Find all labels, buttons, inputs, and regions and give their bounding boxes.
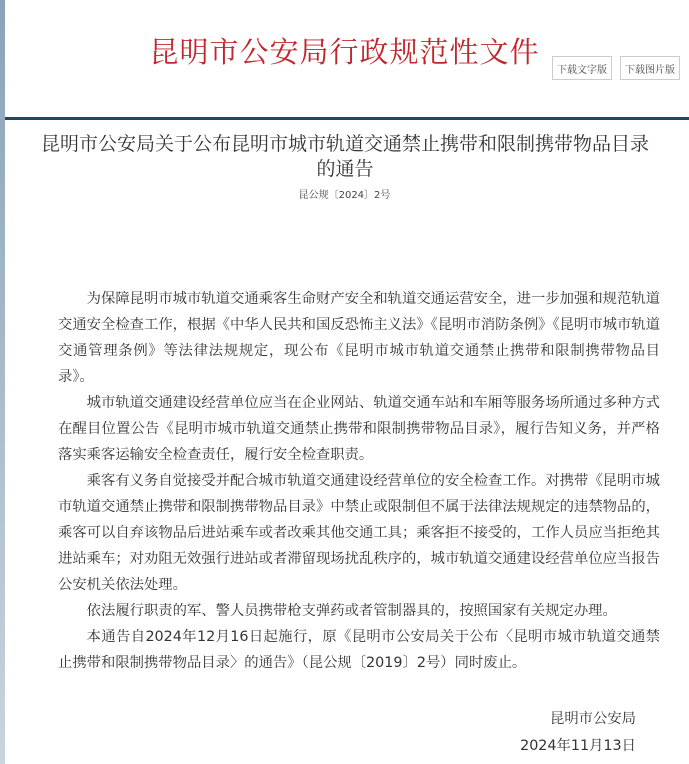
download-text-button[interactable]: 下载文字版 (552, 56, 612, 80)
paragraph: 为保障昆明市城市轨道交通乘客生命财产安全和轨道交通运营安全，进一步加强和规范轨道交通安全检查工作，根据《中华人民共和国反恐怖主义法》《昆明市消防条例》《昆明市城市轨道交通管理条例》等法律法规规定，现公布《昆明市城市轨道交通禁止携带和限制携带物品目录》。 (58, 291, 660, 385)
document-body (58, 286, 660, 676)
signature-block (520, 706, 636, 760)
site-title: 昆明市公安局行政规范性文件 (149, 35, 540, 69)
document-title: 昆明市公安局关于公布昆明市城市轨道交通禁止携带和限制携带物品目录的通告 (40, 133, 649, 180)
download-image-button[interactable]: 下载图片版 (620, 56, 680, 80)
issue-date: 2024年11月13日 (520, 738, 636, 754)
paragraph: 城市轨道交通建设经营单位应当在企业网站、轨道交通车站和车厢等服务场所通过多种方式在醒目位置公告《昆明市城市轨道交通禁止携带和限制携带物品目录》，履行告知义务，并严格落实乘客运输安全检查责任，履行安全检查职责。 (58, 395, 660, 463)
paragraph: 乘客有义务自觉接受并配合城市轨道交通建设经营单位的安全检查工作。对携带《昆明市城市轨道交通禁止携带和限制携带物品目录》中禁止或限制但不属于法律法规规定的违禁物品的，乘客可以自弃该物品后进站乘车或者改乘其他交通工具；乘客拒不接受的，工作人员应当拒绝其进站乘车；对劝阻无效强行进站或者滞留现场扰乱秩序的，城市轨道交通建设经营单位应当报告公安机关依法处理。 (58, 473, 660, 593)
document-number: 昆公规〔2024〕2号 (298, 190, 391, 201)
paragraph: 依法履行职责的军、警人员携带枪支弹药或者管制器具的，按照国家有关规定办理。 (86, 603, 617, 619)
paragraph: 本通告自2024年12月16日起施行，原《昆明市公安局关于公布〈昆明市城市轨道交通禁止携带和限制携带物品目录〉的通告》（昆公规〔2019〕2号）同时废止。 (58, 629, 660, 671)
issuer: 昆明市公安局 (550, 711, 636, 727)
